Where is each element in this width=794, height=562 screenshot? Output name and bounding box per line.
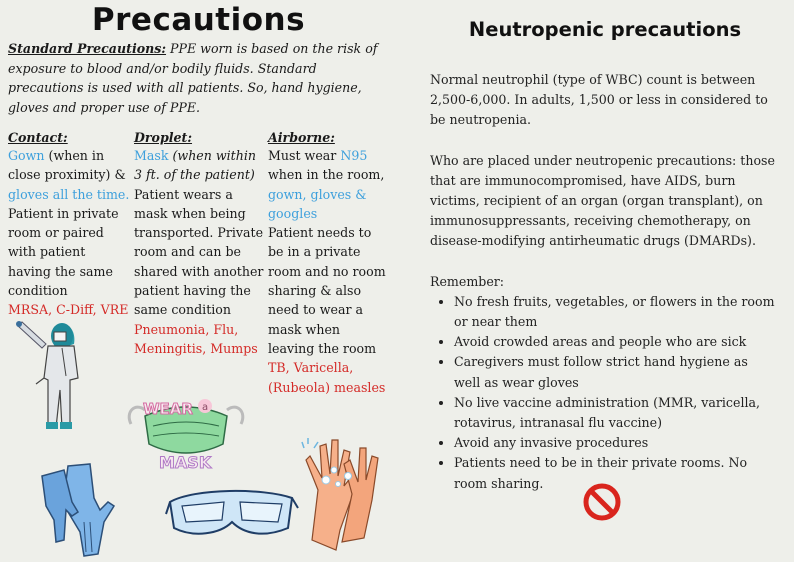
droplet-column (134, 129, 266, 358)
handwashing-icon (298, 420, 382, 552)
gloves-text: gloves all the time. (8, 186, 130, 202)
neutropenic-content (430, 70, 775, 494)
droplet-examples: Pneumonia, Flu, Meningitis, Mumps (134, 321, 258, 356)
gloves-icon (38, 462, 130, 558)
must-wear: Must wear (268, 148, 341, 163)
list-item: • Avoid any invasive procedures (454, 433, 775, 453)
mask-rest: (when within 3 ft. of the patient) (134, 148, 256, 183)
remember-label: Remember: (430, 273, 505, 289)
list-item: • Caregivers must follow strict hand hygiene as well as wear gloves (454, 352, 775, 392)
n95-text: N95 (340, 148, 368, 163)
ppe-worker-icon (14, 318, 92, 430)
standard-heading: Standard Precautions: (8, 41, 167, 56)
neutropenic-title: Neutropenic precautions (468, 18, 742, 41)
contact-body (8, 146, 132, 320)
no-entry-icon (582, 482, 622, 522)
contact-examples: MRSA, C-Diff, VRE (8, 302, 129, 318)
wear-a-mask-sticker-icon (125, 392, 247, 472)
contact-heading: Contact: (8, 130, 68, 145)
list-item: • Patients need to be in their private rooms. No room sharing. (454, 453, 775, 493)
airborne-heading: Airborne: (268, 130, 335, 145)
sticker-a: a (202, 402, 209, 413)
gown-rest: (when in close proximity) & (8, 148, 126, 183)
safety-goggles-icon (164, 484, 300, 546)
airborne-ppe: gown, gloves & googles (268, 186, 367, 221)
airborne-column (268, 129, 390, 397)
droplet-body (134, 146, 266, 358)
in-room-text: when in the room, (268, 167, 385, 183)
page-title: Precautions (91, 2, 306, 38)
mask-text: Mask (134, 148, 169, 163)
list-item: • No fresh fruits, vegetables, or flowers in the room or near them (454, 292, 775, 332)
remember-list (430, 292, 775, 494)
airborne-desc: Patient needs to be in a private room and no room sharing & also need to wear a mask when leaving the room (268, 225, 386, 356)
neutrophil-paragraph: Normal neutrophil (type of WBC) count is between 2,500-6,000. In adults, 1,500 or less in considered to be neutropenia. (430, 72, 768, 128)
droplet-heading: Droplet: (134, 130, 193, 145)
standard-precautions (8, 39, 388, 117)
airborne-body (268, 146, 390, 397)
contact-desc: Patient in private room or paired with patient having the same condition (8, 205, 119, 299)
list-item: • Avoid crowded areas and people who are sick (454, 332, 775, 352)
sticker-mask: MASK (159, 453, 212, 472)
list-item: • No live vaccine administration (MMR, varicella, rotavirus, intranasal flu vaccine) (454, 393, 775, 433)
sticker-wear: WEAR (143, 400, 193, 418)
airborne-examples: TB, Varicella, (Rubeola) measles (268, 360, 386, 395)
who-paragraph: Who are placed under neutropenic precautions: those that are immunocompromised, have AIDS, burn victims, recipient of an organ (organ transplant), on immunosuppressants, receiving chemotherapy, on disease-modifying antirheumatic drugs (DMARDs). (430, 152, 775, 249)
gown-text: Gown (8, 148, 45, 163)
standard-text: PPE worn is based on the risk of exposure to blood and/or bodily fluids. Standard precautions is used with all patients. So, hand hygiene, gloves and proper use of PPE. (8, 41, 378, 115)
contact-column (8, 129, 132, 320)
droplet-desc: Patient wears a mask when being transported. Private room and can be shared with another patient having the same condition (134, 186, 264, 318)
